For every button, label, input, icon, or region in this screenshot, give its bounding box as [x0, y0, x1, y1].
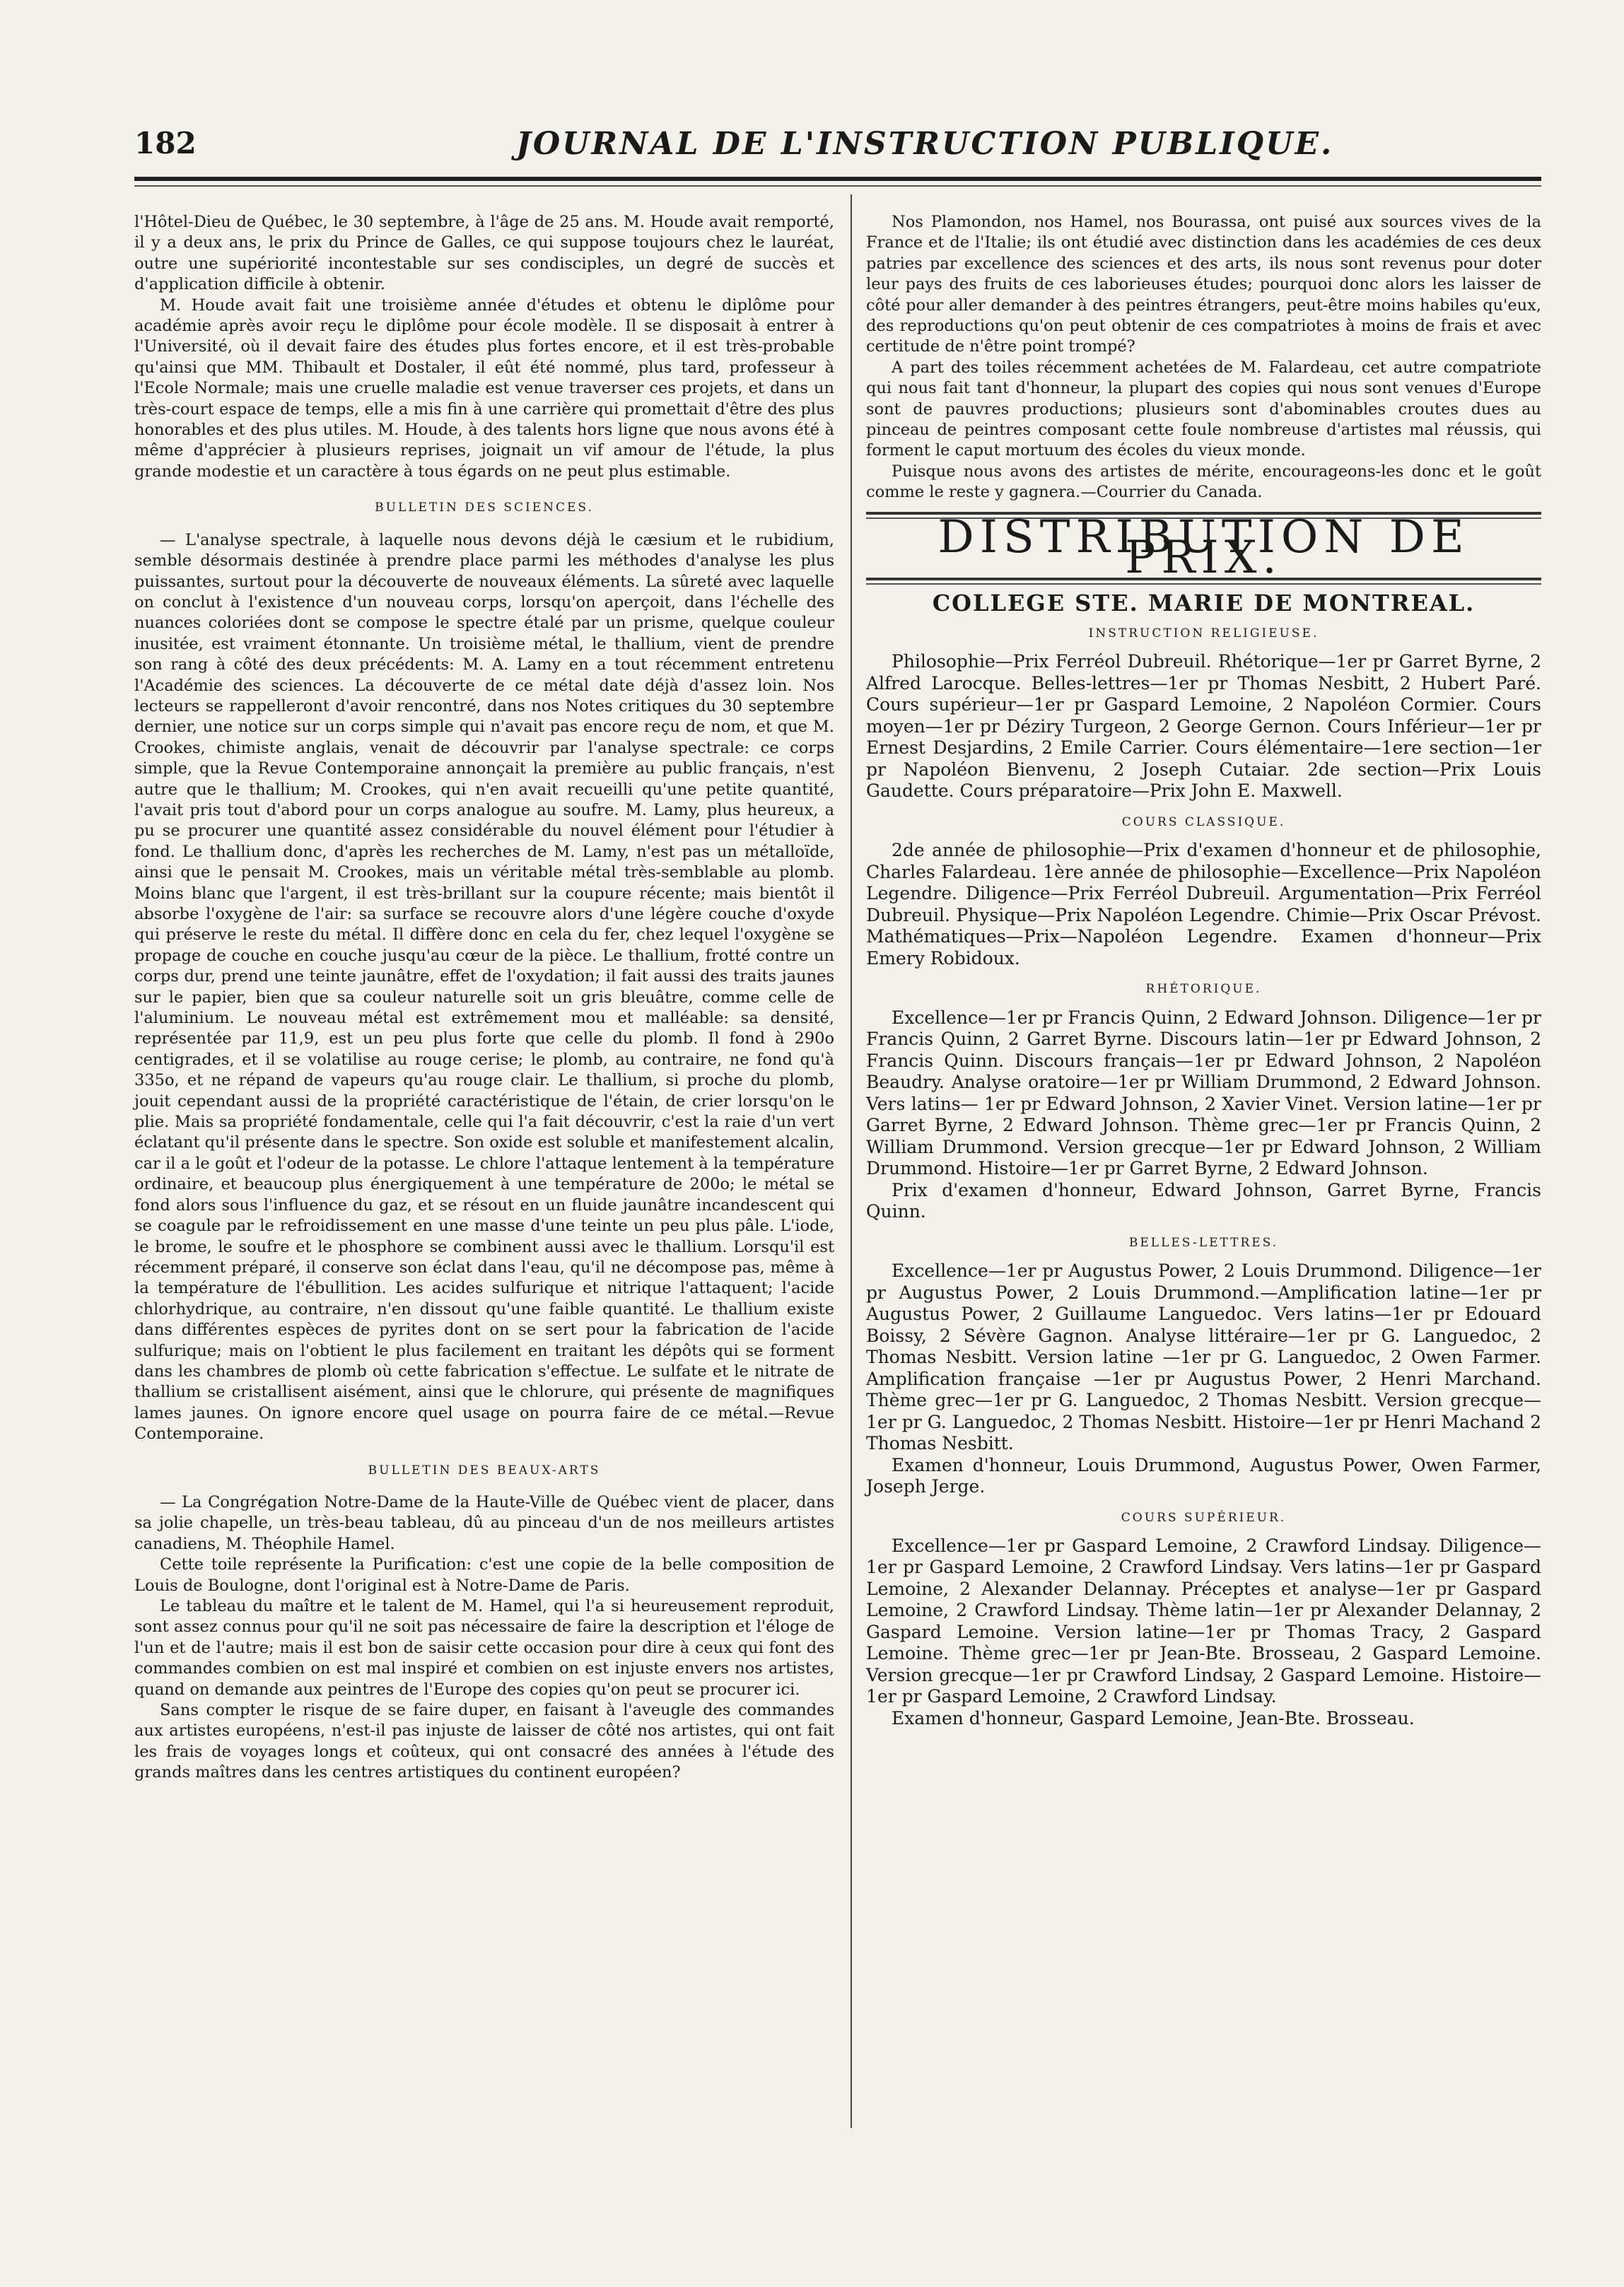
right-column — [866, 212, 1541, 1729]
sub-heading-classique: COURS CLASSIQUE. — [1121, 814, 1286, 829]
page-header — [134, 120, 1541, 163]
paragraph: l'Hôtel-Dieu de Québec, le 30 septembre, à l'âge de 25 ans. M. Houde avait remporté, il y a deux ans, le prix du Prince de Galles, ce qui suppose toujours chez le lauréat, outre une supériorité incontestable sur ses condisciples, un degré de succès et d'application difficile à obtenir. — [134, 213, 834, 294]
paragraph: — La Congrégation Notre-Dame de la Haute-Ville de Québec vient de placer, dans sa jolie chapelle, un très-beau tableau, dû au pinceau d'un de nos meilleurs artistes canadiens, M. Théophile Hamel. — [134, 1492, 834, 1553]
prize-list: Excellence—1er pr Francis Quinn, 2 Edward Johnson. Diligence—1er pr Francis Quinn, 2 Garret Byrne. Discours latin—1er pr Edward Johnson, 2 Francis Quinn. Discours français—1er pr Edward Johnson, 2 Napoléon Beaudry. Analyse oratoire—1er pr William Drummond, 2 Edward Johnson. Vers latins— 1er pr Edward Johnson, 2 Xavier Vinet. Version latine—1er pr Garret Byrne, 2 Edward Johnson. Thème grec—1er pr Francis Quinn, 2 William Drummond. Version grecque—1er pr Edward Johnson, 2 William Drummond. Histoire—1er pr Garret Byrne, 2 Edward Johnson. — [866, 1007, 1541, 1179]
prize-list: Examen d'honneur, Gaspard Lemoine, Jean-Bte. Brosseau. — [892, 1707, 1415, 1729]
prize-list: Excellence—1er pr Augustus Power, 2 Louis Drummond. Diligence—1er pr Augustus Power, 2 Louis Drummond.—Amplification latine—1er pr Augustus Power, 2 Guillaume Languedoc. Vers latins—1er pr Edouard Boissy, 2 Sévère Gagnon. Analyse littéraire—1er pr G. Languedoc, 2 Thomas Nesbitt. Version latine —1er pr G. Languedoc, 2 Owen Farmer. Amplification française —1er pr Augustus Power, 2 Henri Marchand. Thème grec—1er pr G. Languedoc, 2 Thomas Nesbitt. Version grecque—1er pr G. Languedoc, 2 Thomas Nesbitt. Histoire—1er pr Henri Machand 2 Thomas Nesbitt. — [866, 1261, 1541, 1454]
sub-heading-cours-superieur: COURS SUPÉRIEUR. — [1121, 1510, 1287, 1525]
header-rule — [134, 177, 1541, 181]
prize-list: Excellence—1er pr Gaspard Lemoine, 2 Crawford Lindsay. Diligence—1er pr Gaspard Lemoine, 2 Crawford Lindsay. Vers latins—1er pr Gaspard Lemoine, 2 Alexander Delannay. Préceptes et analyse—1er pr Gaspard Lemoine, 2 Crawford Lindsay. Thème latin—1er pr Alexander Delannay, 2 Gaspard Lemoine. Version latine—1er pr Thomas Tracy, 2 Gaspard Lemoine. Thème grec—1er pr Jean-Bte. Brosseau, 2 Gaspard Lemoine. Version grecque—1er pr Crawford Lindsay, 2 Gaspard Lemoine. Histoire—1er pr Gaspard Lemoine, 2 Crawford Lindsay. — [866, 1535, 1541, 1707]
section-heading-beaux-arts: BULLETIN DES BEAUX-ARTS — [368, 1463, 601, 1478]
paragraph: Cette toile représente la Purification: c'est une copie de la belle composition de Louis de Boulogne, dont l'original est à Notre-Dame de Paris. — [134, 1555, 834, 1595]
prize-list: Prix d'examen d'honneur, Edward Johnson, Garret Byrne, Francis Quinn. — [866, 1179, 1541, 1222]
paragraph: Nos Plamondon, nos Hamel, nos Bourassa, ont puisé aux sources vives de la France et de l'Italie; ils ont étudié avec distinction dans les académies de ces deux patries par excellence des sciences et des arts, ils nous sont revenus pour doter leur pays des fruits de ces laborieuses études; pourquoi donc alors les laisser de côté pour aller demander à des peintres étrangers, peut-être moins habiles qu'eux, des reproductions qu'on peut obtenir de ces compatriotes à moins de frais et avec certitude de n'être point trompé? — [866, 213, 1541, 356]
paragraph: M. Houde avait fait une troisième année d'études et obtenu le diplôme pour académie après avoir reçu le diplôme pour école modèle. Il se disposait à entrer à l'Université, où il devait faire des études plus fortes encore, et il est très-probable qu'ainsi que MM. Thibault et Dostaler, il eût été nommé, plus tard, professeur à l'Ecole Normale; mais une cruelle maladie est venue traverser ces projets, et dans un très-court espace de temps, elle a mis fin à une carrière qui promettait d'être des plus honorables et des plus utiles. M. Houde, à des talents hors ligne que nous avons été à même d'apprécier à plusieurs reprises, joignait un vif amour de l'étude, la plus grande modestie et un caractère à tous égards on ne peut plus estimable. — [134, 296, 834, 481]
college-title: COLLEGE STE. MARIE DE MONTREAL. — [932, 589, 1476, 616]
paragraph: Le tableau du maître et le talent de M. Hamel, qui l'a si heureusement reproduit, sont assez connus pour qu'il ne soit pas nécessaire de faire la description et l'éloge de l'un et de l'autre; mais il est bon de saisir cette occasion pour dire à ceux qui font des commandes combien on est mal inspiré et combien on est injuste envers nos artistes, quand on demande aux peintres de l'Europe des copies qu'on peut se procurer ici. — [134, 1597, 834, 1699]
column-divider — [851, 194, 852, 2128]
paragraph: Puisque nous avons des artistes de mérite, encourageons-les donc et le goût comme le reste y gagnera.—Courrier du Canada. — [866, 462, 1541, 502]
journal-title: JOURNAL DE L'INSTRUCTION PUBLIQUE. — [516, 126, 1334, 162]
section-heading-sciences: BULLETIN DES SCIENCES. — [375, 501, 594, 515]
left-column — [134, 212, 834, 1784]
distribution-title: DISTRIBUTION DE PRIX. — [937, 510, 1470, 585]
sub-heading-rhetorique: RHÉTORIQUE. — [1145, 982, 1262, 997]
paragraph: A part des toiles récemment achetées de M. Falardeau, cet autre compatriote qui nous fait tant d'honneur, la plupart des copies qui nous sont venues d'Europe sont de pauvres productions; plusieurs sont d'abominables croutes dues au pinceau de peintres composant cette foule nombreuse d'artistes mal réussis, qui forment le caput mortuum des écoles du vieux monde. — [866, 358, 1541, 460]
sub-heading-belles-lettres: BELLES-LETTRES. — [1128, 1235, 1279, 1250]
prize-list: Philosophie—Prix Ferréol Dubreuil. Rhétorique—1er pr Garret Byrne, 2 Alfred Larocque. Belles-lettres—1er pr Thomas Nesbitt, 2 Hubert Paré. Cours supérieur—1er pr Gaspard Lemoine, 2 Napoléon Cormier. Cours moyen—1er pr Déziry Turgeon, 2 George Gernon. Cours Inférieur—1er pr Ernest Desjardins, 2 Emile Carrier. Cours élémentaire—1ere section—1er pr Napoléon Bienvenu, 2 Joseph Cutaiar. 2de section—Prix Louis Gaudette. Cours préparatoire—Prix John E. Maxwell. — [866, 651, 1541, 802]
paragraph: Sans compter le risque de se faire duper, en faisant à l'aveugle des commandes aux artistes européens, n'est-il pas injuste de laisser de côté nos artistes, qui ont fait les frais de voyages longs et coûteux, qui ont consacré des années à l'étude des grands maîtres dans les centres artistiques du continent européen? — [134, 1701, 834, 1782]
sub-heading-instruction: INSTRUCTION RELIGIEUSE. — [1088, 626, 1319, 641]
prize-list: Examen d'honneur, Louis Drummond, Augustus Power, Owen Farmer, Joseph Jerge. — [866, 1454, 1541, 1497]
prize-list: 2de année de philosophie—Prix d'examen d'honneur et de philosophie, Charles Falardeau. 1ère année de philosophie—Excellence—Prix Napoléon Legendre. Diligence—Prix Ferréol Dubreuil. Argumentation—Prix Ferréol Dubreuil. Physique—Prix Napoléon Legendre. Chimie—Prix Oscar Prévost. Mathématiques—Prix—Napoléon Legendre. Examen d'honneur—Prix Emery Robidoux. — [866, 840, 1541, 969]
header-rule-thin — [134, 185, 1541, 187]
paragraph: — L'analyse spectrale, à laquelle nous devons déjà le cæsium et le rubidium, semble désormais destinée à prendre place parmi les méthodes d'analyse les plus puissantes, surtout pour la découverte de nouveaux éléments. La sûreté avec laquelle on conclut à l'existence d'un nouveau corps, lorsqu'on aperçoit, dans l'échelle des nuances coloriées dont se compose le spectre étalé par un prisme, quelque couleur inusitée, est vraiment étonnante. Un troisième métal, le thallium, vient de prendre son rang à côté des deux précédents: M. A. Lamy en a tout récemment entretenu l'Académie des sciences. La découverte de ce métal date déjà d'assez loin. Nos lecteurs se rappelleront d'avoir rencontré, dans nos Notes critiques du 30 septembre dernier, une notice sur un corps simple qui n'avait pas encore reçu de nom, et que M. Crookes, chimiste anglais, venait de découvrir par l'analyse spectrale: ce corps simple, que la Revue Contemporaine annonçait la première au public français, n'est autre que le thallium; M. Crookes, qui n'en avait recueilli qu'une petite quantité, l'avait pris tout d'abord pour un corps analogue au soufre. M. Lamy, plus heureux, a pu se procurer une quantité assez considérable du nouvel élément pour l'étudier à fond. Le thallium donc, d'après les recherches de M. Lamy, n'est pas un métalloïde, ainsi que le pensait M. Crookes, mais un véritable métal très-semblable au plomb. Moins blanc que l'argent, il est très-brillant sur la coupure récente; mais bientôt il absorbe l'oxygène de l'air: sa surface se recouvre alors d'une légère couche d'oxyde qui préserve le reste du métal. Il diffère donc en cela du fer, chez lequel l'oxygène se propage de couche en couche jusqu'au cœur de la pièce. Le thallium, frotté contre un corps dur, prend une teinte jaunâtre, effet de l'oxydation; il fait aussi des traits jaunes sur le papier, bien que sa couleur naturelle soit un gris bleuâtre, comme celle de l'aluminium. Le nouveau métal est extrêmement mou et malléable: sa densité, représentée par 11,9, est un peu plus forte que celle du plomb. Il fond à 290o centigrades, et il se volatilise au rouge cerise; le plomb, au contraire, ne fond qu'à 335o, et ne répand de vapeurs qu'au rouge clair. Le thallium, si proche du plomb, jouit cependant aussi de la propriété caractéristique de l'étain, de crier lorsqu'on le plie. Mais sa propriété fondamentale, celle qui l'a fait découvrir, c'est la raie d'un vert éclatant qu'il présente dans le spectre. Son oxide est soluble et manifestement alcalin, car il a le goût et l'odeur de la potasse. Le chlore l'attaque lentement à la température ordinaire, et beaucoup plus énergiquement à une température de 200o; le métal se fond alors sous l'influence du gaz, et se résout en un fluide jaunâtre incandescent qui se coagule par le refroidissement en une masse d'une teinte un peu plus pâle. L'iode, le brome, le soufre et le phosphore se combinent aussi avec le thallium. Lorsqu'il est récemment préparé, il conserve son éclat dans l'eau, qu'il ne décompose pas, même à la température de l'ébullition. Les acides sulfurique et nitrique l'attaquent; l'acide chlorhydrique, au contraire, n'en dissout qu'une faible quantité. Le thallium existe dans différentes espèces de pyrites dont on se sert pour la fabrication de l'acide sulfurique; mais on l'obtient le plus facilement en traitant les dépôts qui se forment dans les chambres de plomb où cette fabrication s'effectue. Le sulfate et le nitrate de thallium se cristallisent aisément, ainsi que le chlorure, qui présente de magnifiques lames jaunes. On ignore encore quel usage on pourra faire de ce métal.—Revue Contemporaine. — [134, 530, 834, 1444]
page-number: 182 — [134, 126, 197, 160]
